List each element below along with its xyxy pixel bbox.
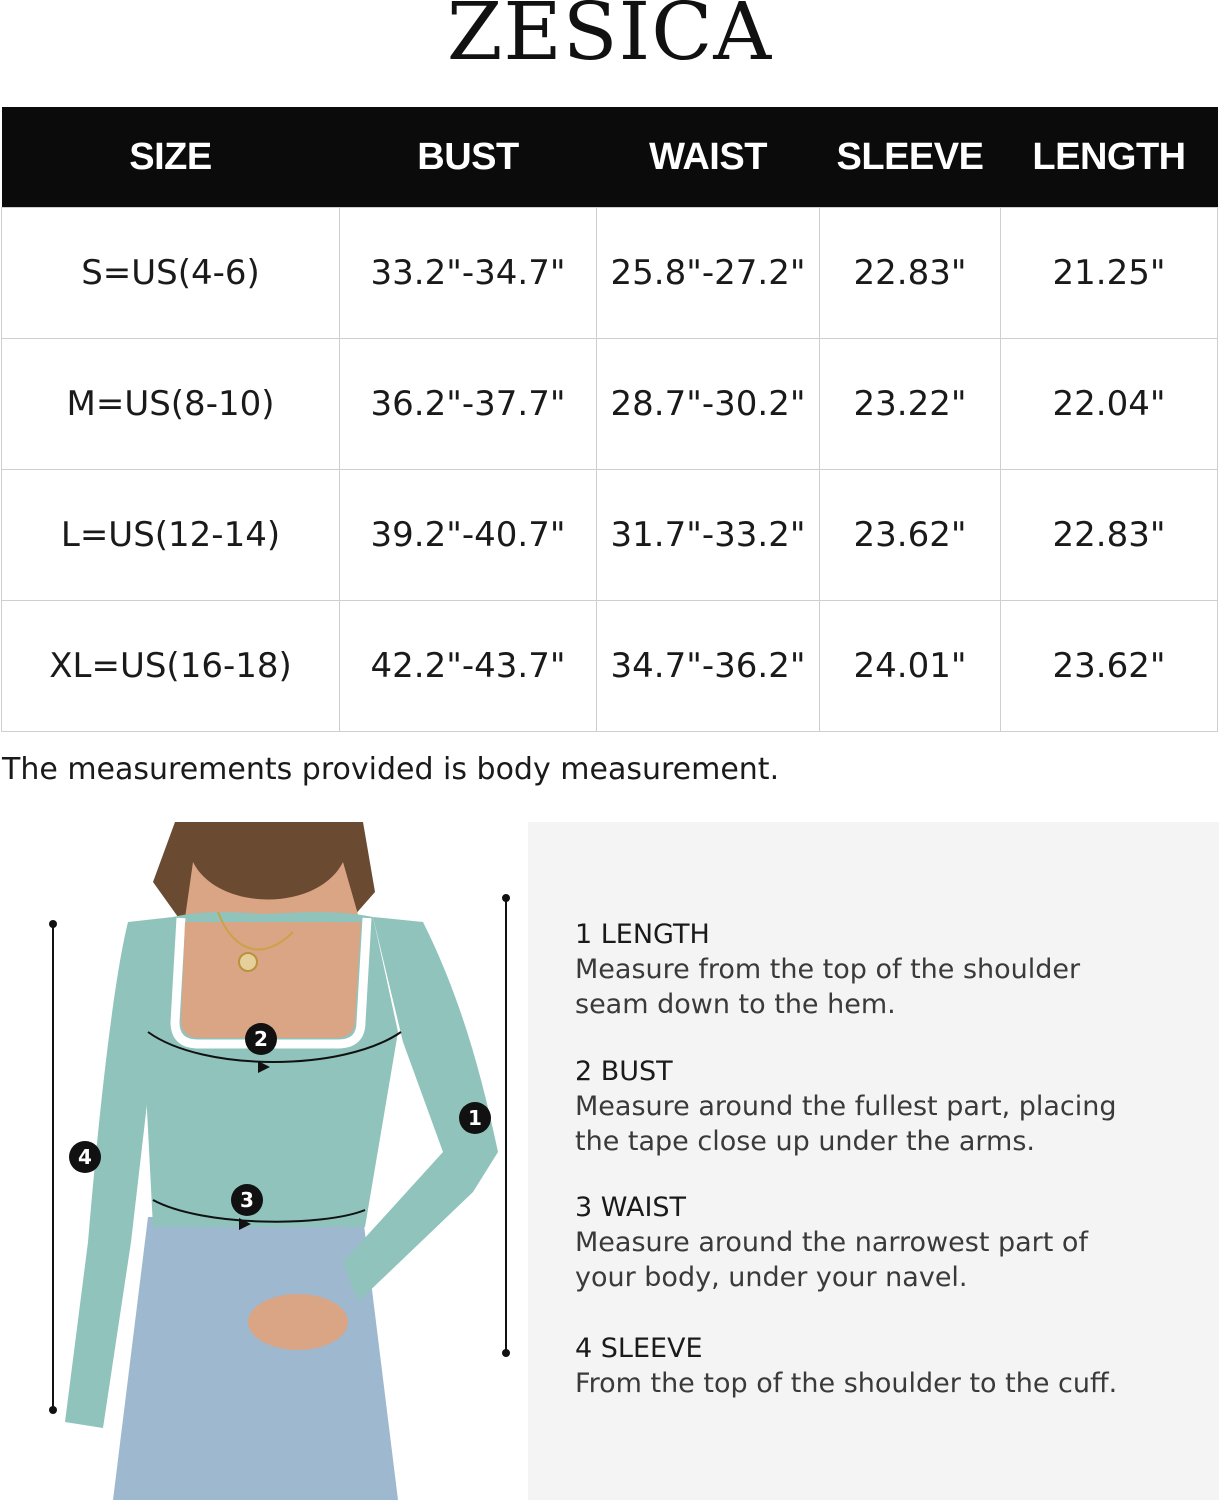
table-row — [2, 339, 1218, 470]
marker-4 — [69, 1141, 101, 1173]
guide-bust — [575, 1055, 1215, 1159]
cell-size: S=US(4-6) — [2, 208, 340, 339]
cell-size: M=US(8-10) — [2, 339, 340, 470]
guide-title: 2 BUST — [575, 1056, 673, 1087]
size-chart-table — [1, 107, 1218, 732]
measurement-guide — [528, 822, 1219, 1500]
necklace-pendant — [239, 953, 257, 971]
guide-waist — [575, 1191, 1215, 1295]
guide-text: Measure around the narrowest part of your body, under your navel. — [575, 1227, 1088, 1293]
measurement-note: The measurements provided is body measurement. — [2, 752, 780, 787]
guide-text: Measure from the top of the shoulder seam down to the hem. — [575, 954, 1081, 1020]
length-measure-end — [502, 1349, 510, 1357]
svg-text:2: 2 — [254, 1027, 268, 1051]
table-header-row — [2, 107, 1218, 208]
marker-1 — [459, 1102, 491, 1134]
guide-text: From the top of the shoulder to the cuff. — [575, 1368, 1118, 1399]
sleeve-measure-end — [49, 1406, 57, 1414]
marker-2 — [245, 1023, 277, 1055]
cell-sleeve: 24.01" — [820, 601, 1001, 732]
guide-title: 4 SLEEVE — [575, 1333, 703, 1364]
sleeve-measure-start — [49, 920, 57, 928]
cell-waist: 31.7"-33.2" — [597, 470, 820, 601]
neckline-skin — [181, 922, 361, 1038]
cell-length: 22.04" — [1001, 339, 1218, 470]
guide-sleeve — [575, 1332, 1215, 1401]
length-measure-start — [502, 894, 510, 902]
guide-length — [575, 918, 1215, 1022]
table-row — [2, 470, 1218, 601]
cell-size: XL=US(16-18) — [2, 601, 340, 732]
cell-bust: 39.2"-40.7" — [340, 470, 597, 601]
cell-sleeve: 23.22" — [820, 339, 1001, 470]
model-figure — [3, 822, 528, 1500]
brand-logo: ZESICA — [446, 0, 773, 78]
header-length: LENGTH — [1001, 107, 1218, 208]
cell-bust: 42.2"-43.7" — [340, 601, 597, 732]
cell-waist: 28.7"-30.2" — [597, 339, 820, 470]
cell-length: 22.83" — [1001, 470, 1218, 601]
cell-sleeve: 22.83" — [820, 208, 1001, 339]
cell-size: L=US(12-14) — [2, 470, 340, 601]
header-sleeve: SLEEVE — [820, 107, 1001, 208]
cell-bust: 36.2"-37.7" — [340, 339, 597, 470]
cell-sleeve: 23.62" — [820, 470, 1001, 601]
svg-text:4: 4 — [78, 1145, 92, 1169]
svg-text:3: 3 — [240, 1188, 254, 1212]
cell-waist: 34.7"-36.2" — [597, 601, 820, 732]
table-row — [2, 601, 1218, 732]
hand-shape — [248, 1294, 348, 1350]
cell-length: 21.25" — [1001, 208, 1218, 339]
guide-text: Measure around the fullest part, placing the tape close up under the arms. — [575, 1091, 1117, 1157]
cell-length: 23.62" — [1001, 601, 1218, 732]
header-waist: WAIST — [597, 107, 820, 208]
guide-title: 3 WAIST — [575, 1192, 687, 1223]
svg-text:1: 1 — [468, 1106, 482, 1130]
header-bust: BUST — [340, 107, 597, 208]
cell-bust: 33.2"-34.7" — [340, 208, 597, 339]
cell-waist: 25.8"-27.2" — [597, 208, 820, 339]
model-illustration — [3, 822, 528, 1500]
marker-3 — [231, 1184, 263, 1216]
table-row — [2, 208, 1218, 339]
header-size: SIZE — [2, 107, 340, 208]
guide-title: 1 LENGTH — [575, 919, 710, 950]
